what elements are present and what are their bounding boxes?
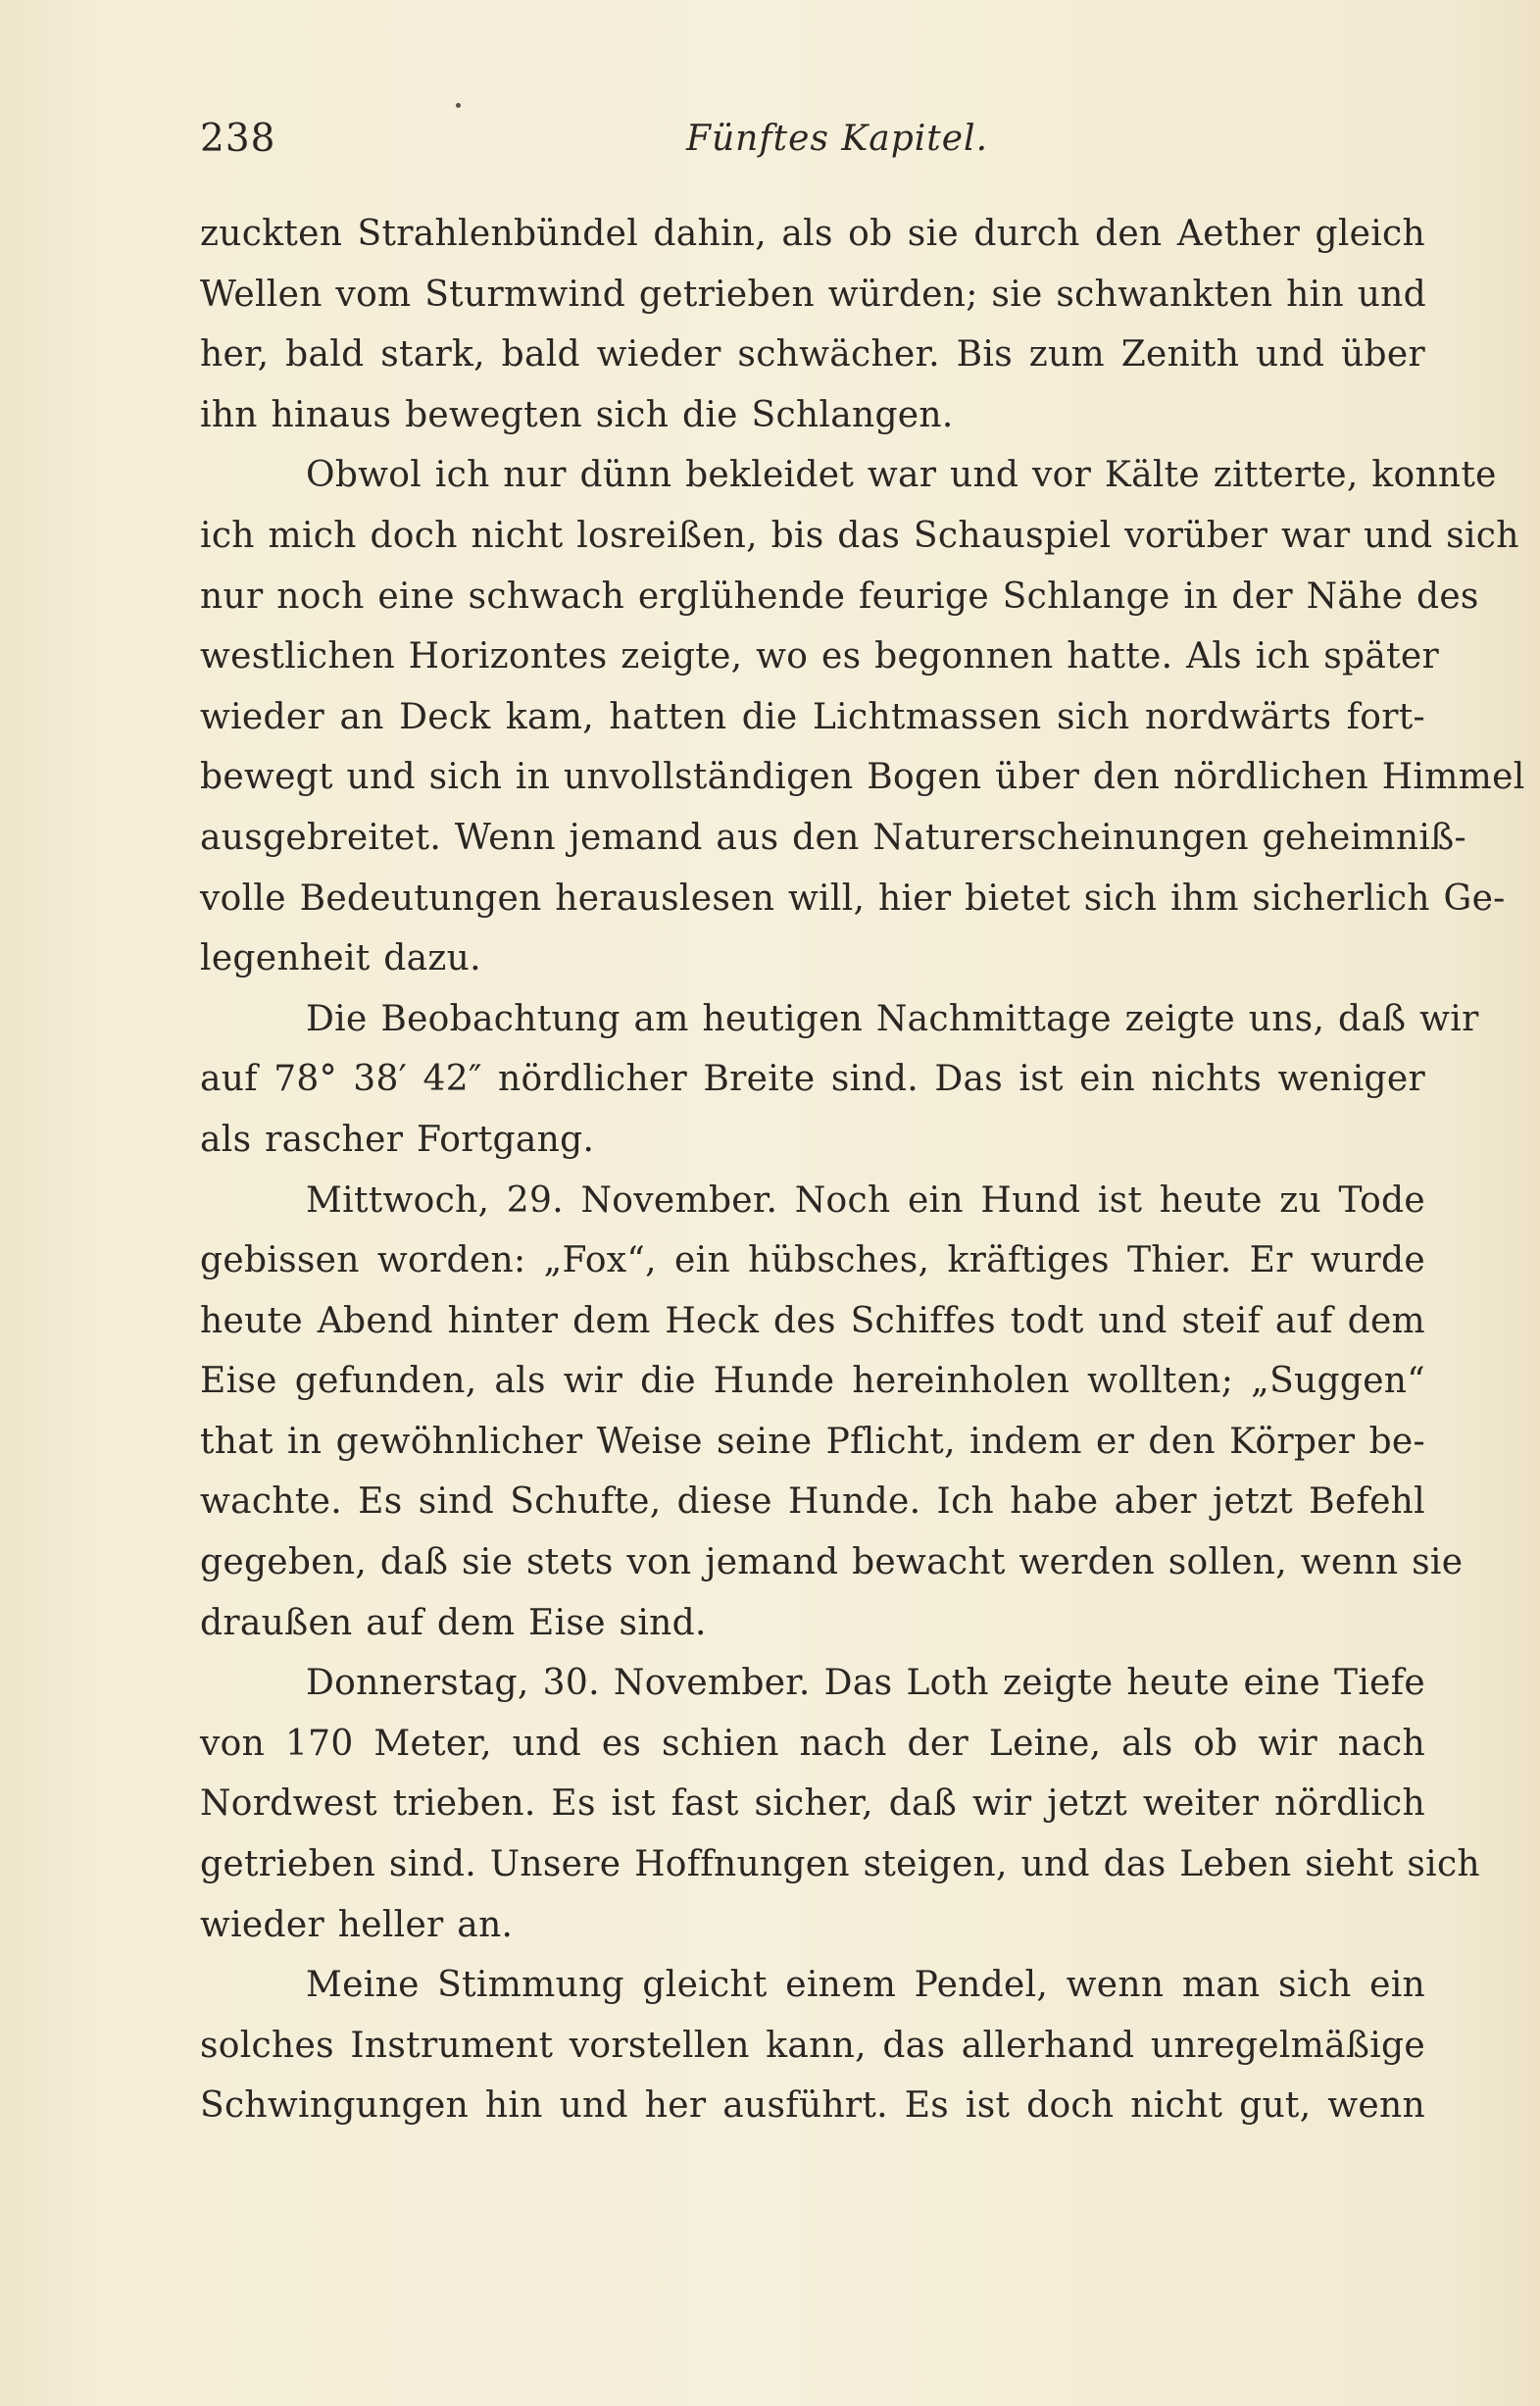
text-line: heute Abend hinter dem Heck des Schiffes todt und steif auf dem xyxy=(200,1300,1425,1341)
text-line: wachte. Es sind Schufte, diese Hunde. Ich habe aber jetzt Befehl xyxy=(200,1481,1425,1523)
text-line: solches Instrument vorstellen kann, das allerhand unregelmäßige xyxy=(200,2025,1425,2066)
text-line: that in gewöhnlicher Weise seine Pflicht, indem er den Körper be- xyxy=(200,1421,1425,1462)
text-line: wieder heller an. xyxy=(200,1904,514,1945)
text-line: ihn hinaus bewegten sich die Schlangen. xyxy=(200,394,954,435)
text-line: getrieben sind. Unsere Hoffnungen steigen, und das Leben sieht sich xyxy=(200,1844,1480,1885)
text-line: Meine Stimmung gleicht einem Pendel, wenn man sich ein xyxy=(306,1965,1425,2006)
text-line: bewegt und sich in unvollständigen Bogen über den nördlichen Himmel xyxy=(200,757,1525,798)
page-number: 238 xyxy=(200,117,276,161)
text-line: wieder an Deck kam, hatten die Lichtmassen sich nordwärts fort- xyxy=(200,696,1425,737)
text-line: Wellen vom Sturmwind getrieben würden; sie schwankten hin und xyxy=(200,274,1427,315)
text-line: her, bald stark, bald wieder schwächer. Bis zum Zenith und über xyxy=(200,334,1425,376)
text-line: Die Beobachtung am heutigen Nachmittage zeigte uns, daß wir xyxy=(306,998,1479,1039)
text-line: Mittwoch, 29. November. Noch ein Hund ist heute zu Tode xyxy=(306,1179,1425,1221)
body-text xyxy=(200,204,1525,2136)
page-header xyxy=(200,110,1435,169)
text-line: Obwol ich nur dünn bekleidet war und vor Kälte zitterte, konnte xyxy=(306,455,1497,496)
running-head: Fünftes Kapitel. xyxy=(686,119,989,159)
ink-speck xyxy=(456,103,461,108)
text-line: volle Bedeutungen herauslesen will, hier bietet sich ihm sicherlich Ge- xyxy=(200,877,1506,919)
text-line: Donnerstag, 30. November. Das Loth zeigte heute eine Tiefe xyxy=(306,1663,1425,1704)
text-line: gebissen worden: „Fox“, ein hübsches, kräftiges Thier. Er wurde xyxy=(200,1240,1425,1281)
text-line: ausgebreitet. Wenn jemand aus den Naturerscheinungen geheimniß- xyxy=(200,817,1466,858)
text-line: nur noch eine schwach erglühende feurige Schlange in der Nähe des xyxy=(200,576,1479,617)
text-line: gegeben, daß sie stets von jemand bewacht werden sollen, wenn sie xyxy=(200,1542,1464,1583)
text-line: draußen auf dem Eise sind. xyxy=(200,1602,707,1643)
text-line: zuckten Strahlenbündel dahin, als ob sie durch den Aether gleich xyxy=(200,214,1425,254)
text-line: legenheit dazu. xyxy=(200,938,481,979)
text-line: Nordwest trieben. Es ist fast sicher, daß wir jetzt weiter nördlich xyxy=(200,1783,1425,1825)
text-line: von 170 Meter, und es schien nach der Leine, als ob wir nach xyxy=(200,1723,1425,1764)
text-line: auf 78° 38′ 42″ nördlicher Breite sind. Das ist ein nichts weniger xyxy=(200,1059,1425,1100)
text-line: Schwingungen hin und her ausführt. Es ist doch nicht gut, wenn xyxy=(200,2085,1425,2127)
text-line: Eise gefunden, als wir die Hunde hereinholen wollten; „Suggen“ xyxy=(200,1361,1425,1402)
text-line: als rascher Fortgang. xyxy=(200,1119,595,1160)
text-line: westlichen Horizontes zeigte, wo es begonnen hatte. Als ich später xyxy=(200,636,1439,677)
text-line: ich mich doch nicht losreißen, bis das Schauspiel vorüber war und sich xyxy=(200,515,1519,556)
